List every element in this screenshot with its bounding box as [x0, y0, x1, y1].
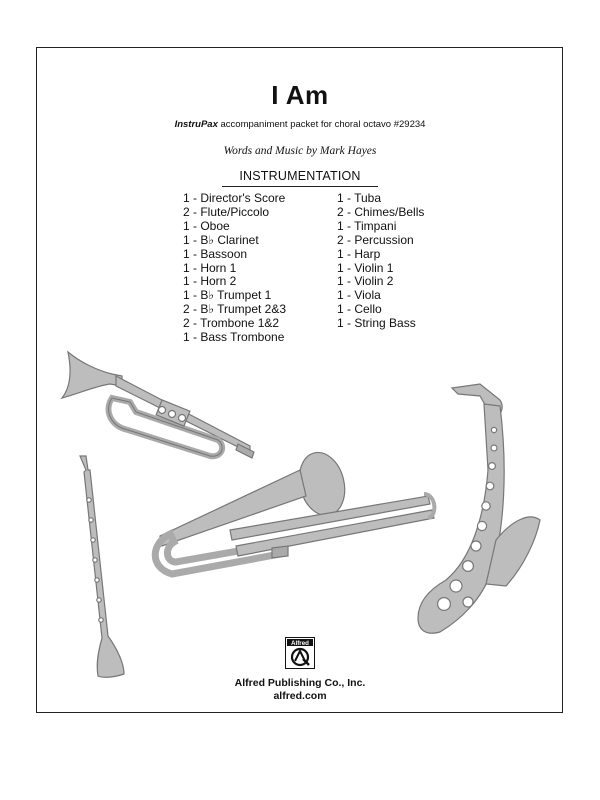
publisher-website[interactable]: alfred.com: [273, 690, 327, 702]
instrument-item: 1 - Violin 2: [337, 274, 394, 289]
publisher-name: Alfred Publishing Co., Inc.: [234, 677, 366, 689]
instrument-item: 1 - Tuba: [337, 191, 382, 205]
trumpet-icon: [62, 352, 254, 458]
instrument-item: 1 - Harp: [337, 246, 381, 261]
instrument-item: 1 - String Bass: [337, 316, 416, 331]
subtitle-text: accompaniment packet for choral octavo #29234: [217, 119, 426, 130]
instrument-item: 2 - Chimes/Bells: [337, 204, 425, 219]
subtitle-brand: InstruPax: [174, 119, 218, 130]
instrument-item: 1 - Timpani: [337, 218, 397, 233]
instrument-item: 1 - Horn 2: [183, 274, 237, 289]
instrument-item: 2 - Percussion: [337, 232, 414, 247]
composer-credit: Words and Music by Mark Hayes: [223, 145, 377, 157]
page-title: I Am: [271, 80, 329, 110]
instrument-item: 1 - Oboe: [183, 218, 230, 233]
instrument-item: 1 - Bassoon: [183, 246, 248, 261]
instrument-item: 1 - Cello: [337, 302, 382, 317]
clarinet-icon: [80, 456, 124, 677]
instrument-item: 1 - Violin 1: [337, 260, 394, 275]
instrument-item: 1 - Viola: [337, 288, 381, 303]
instrument-item: 1 - Director's Score: [183, 191, 286, 205]
trombone-icon: [155, 448, 434, 574]
logo-text: Alfred: [291, 639, 309, 647]
instrument-item: 2 - Flute/Piccolo: [183, 204, 270, 219]
instrumentation-heading: INSTRUMENTATION: [222, 169, 378, 187]
instrument-item: 1 - B♭ Trumpet 1: [183, 288, 272, 303]
instrument-item: 1 - Horn 1: [183, 260, 237, 275]
alfred-logo: [285, 637, 315, 669]
instrument-item: 1 - Bass Trombone: [183, 330, 285, 345]
instrument-item: 1 - B♭ Clarinet: [183, 232, 259, 247]
instrument-item: 2 - B♭ Trumpet 2&3: [183, 302, 287, 317]
instrument-item: 2 - Trombone 1&2: [183, 316, 280, 331]
